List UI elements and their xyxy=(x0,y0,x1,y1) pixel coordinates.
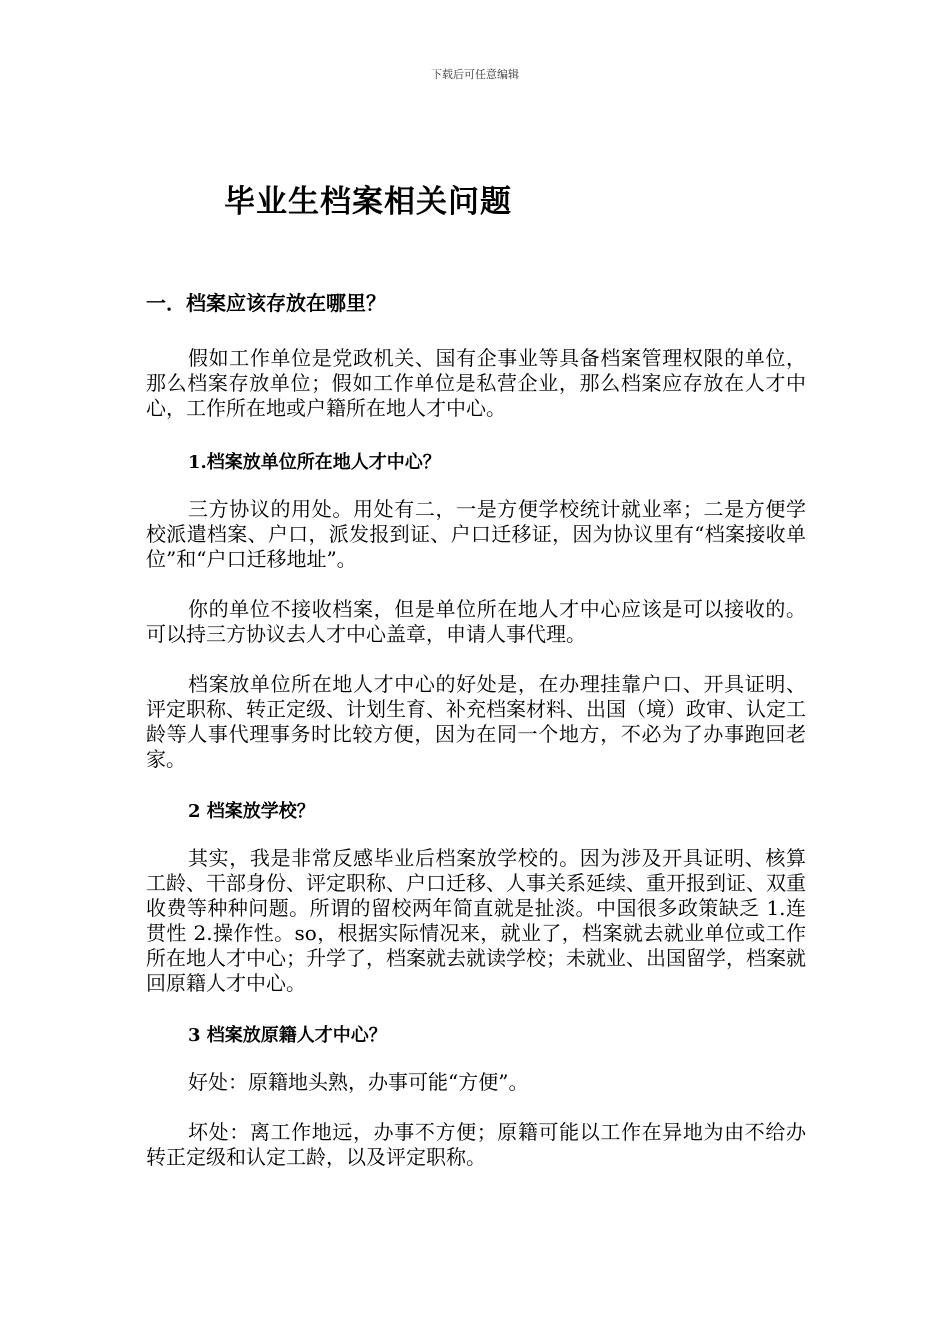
subsection-1-paragraph-3: 档案放单位所在地人才中心的好处是，在办理挂靠户口、开具证明、评定职称、转正定级、计划生育、补充档案材料、出国（境）政审、认定工龄等人事代理事务时比较方便，因为在同一个地方，不必为了办事跑回老家。 xyxy=(146,672,806,771)
section-intro-paragraph: 假如工作单位是党政机关、国有企事业等具备档案管理权限的单位，那么档案存放单位；假如工作单位是私营企业，那么档案应存放在人才中心，工作所在地或户籍所在地人才中心。 xyxy=(146,346,806,420)
subsection-2-heading: 2 档案放学校？ xyxy=(188,801,315,822)
subsection-3-paragraph-1: 好处：原籍地头熟，办事可能“方便”。 xyxy=(188,1070,529,1094)
document-title: 毕业生档案相关问题 xyxy=(224,184,512,220)
header-note: 下载后可任意编辑 xyxy=(431,68,519,81)
subsection-3-heading: 3 档案放原籍人才中心？ xyxy=(188,1025,387,1046)
subsection-1-heading: 1.档案放单位所在地人才中心？ xyxy=(188,452,441,473)
subsection-1-paragraph-1: 三方协议的用处。用处有二，一是方便学校统计就业率；二是方便学校派遣档案、户口，派发报到证、户口迁移证，因为协议里有“档案接收单位”和“户口迁移地址”。 xyxy=(146,497,806,571)
subsection-1-paragraph-2: 你的单位不接收档案，但是单位所在地人才中心应该是可以接收的。可以持三方协议去人才中心盖章，申请人事代理。 xyxy=(146,597,806,646)
section-heading: 一．档案应该存放在哪里？ xyxy=(146,291,386,315)
subsection-3-paragraph-2: 坏处：离工作地远，办事不方便；原籍可能以工作在异地为由不给办转正定级和认定工龄，以及评定职称。 xyxy=(146,1120,806,1169)
subsection-2-paragraph-1: 其实，我是非常反感毕业后档案放学校的。因为涉及开具证明、核算工龄、干部身份、评定职称、户口迁移、人事关系延续、重开报到证、双重收费等种种问题。所谓的留校两年简直就是扯淡。中国很多政策缺乏 1.连贯性 2.操作性。so，根据实际情况来，就业了，档案就去就业单位或工作所在地人才中心；升学了，档案就去就读学校；未就业、出国留学，档案就回原籍人才中心。 xyxy=(146,846,806,995)
